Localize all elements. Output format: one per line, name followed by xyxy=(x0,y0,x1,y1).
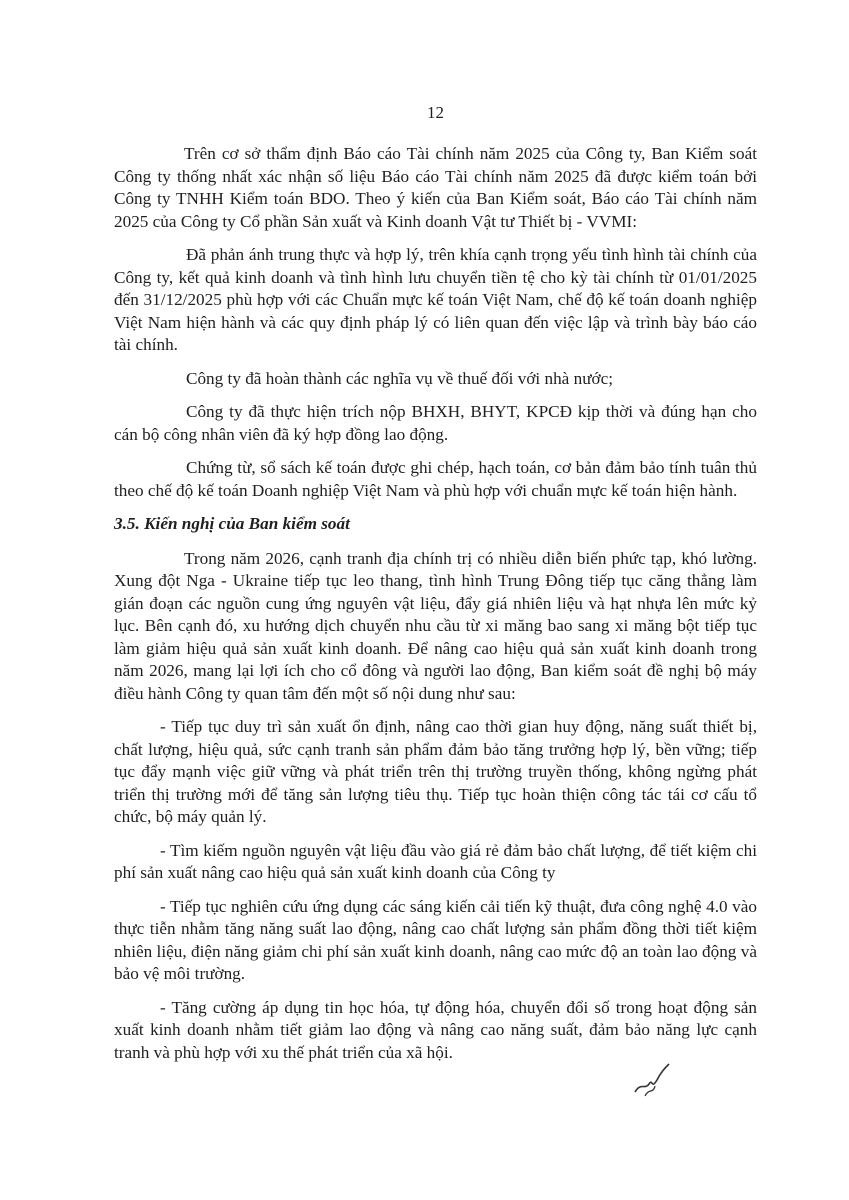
paragraph-insurance-contributions: Công ty đã thực hiện trích nộp BHXH, BHYT, KPCĐ kịp thời và đúng hạn cho cán bộ công nhân viên đã ký hợp đồng lao động. xyxy=(114,402,757,444)
initials-signature-icon xyxy=(631,1060,671,1100)
paragraph-context-2026: Trong năm 2026, cạnh tranh địa chính trị có nhiều diễn biến phức tạp, khó lường. Xung đột Nga - Ukraine tiếp tục leo thang, tình hình Trung Đông tiếp tục căng thẳng làm gián đoạn các nguồn cung ứng nguyên vật liệu, đẩy giá nhiên liệu và hạt nhựa lên mức kỷ lục. Bên cạnh đó, xu hướng dịch chuyển nhu cầu từ xi măng bao sang xi măng bột tiếp tục làm giảm hiệu quả sản xuất kinh doanh. Để nâng cao hiệu quả sản xuất kinh doanh trong năm 2026, mang lại lợi ích cho cổ đông và người lao động, Ban kiểm soát đề nghị bộ máy điều hành Công ty quan tâm đến một số nội dung như sau: xyxy=(114,548,757,703)
paragraph-fair-presentation: Đã phản ánh trung thực và hợp lý, trên khía cạnh trọng yếu tình hình tài chính của Công ty, kết quả kinh doanh và tình hình lưu chuyển tiền tệ cho kỳ tài chính từ 01/01/2025 đến 31/12/2025 phù hợp với các Chuẩn mực kế toán Việt Nam, chế độ kế toán doanh nghiệp Việt Nam hiện hành và các quy định pháp lý có liên quan đến việc lập và trình bày báo cáo tài chính. xyxy=(114,245,757,354)
paragraph-accounting-records: Chứng từ, sổ sách kế toán được ghi chép, hạch toán, cơ bản đảm bảo tính tuân thủ theo chế độ kế toán Doanh nghiệp Việt Nam và phù hợp với chuẩn mực kế toán hiện hành. xyxy=(114,458,757,500)
recommendation-item: - Tăng cường áp dụng tin học hóa, tự động hóa, chuyển đổi số trong hoạt động sản xuất kinh doanh nhằm tiết giảm lao động và nâng cao năng suất, đảm bảo năng lực cạnh tranh và phù hợp với xu thế phát triển của xã hội. xyxy=(114,997,757,1062)
section-heading: 3.5. Kiến nghị của Ban kiểm soát xyxy=(114,514,350,533)
recommendation-item: - Tiếp tục duy trì sản xuất ổn định, nâng cao thời gian huy động, năng suất thiết bị, chất lượng, hiệu quả, sức cạnh tranh sản phẩm đảm bảo tăng trưởng hợp lý, bền vững; tiếp tục đẩy mạnh việc giữ vững và phát triển trên thị trường truyền thống, không ngừng phát triển thị trường mới để tăng sản lượng tiêu thụ. Tiếp tục hoàn thiện công tác tái cơ cấu tổ chức, bộ máy quản lý. xyxy=(114,717,757,826)
page-number: 12 xyxy=(427,103,444,122)
recommendation-item: - Tiếp tục nghiên cứu ứng dụng các sáng kiến cải tiến kỹ thuật, đưa công nghệ 4.0 vào thực tiễn nhằm tăng năng suất lao động, nâng cao chất lượng sản phẩm đồng thời tiết kiệm nhiên liệu, điện năng giảm chi phí sản xuất kinh doanh, nâng cao mức độ an toàn lao động và bảo vệ môi trường. xyxy=(114,896,757,983)
paragraph-audit-basis: Trên cơ sở thẩm định Báo cáo Tài chính năm 2025 của Công ty, Ban Kiểm soát Công ty thống nhất xác nhận số liệu Báo cáo Tài chính năm 2025 đã được kiểm toán bởi Công ty TNHH Kiểm toán BDO. Theo ý kiến của Ban Kiểm soát, Báo cáo Tài chính năm 2025 của Công ty Cổ phần Sản xuất và Kinh doanh Vật tư Thiết bị - VVMI: xyxy=(114,144,757,231)
recommendation-item: - Tìm kiếm nguồn nguyên vật liệu đầu vào giá rẻ đảm bảo chất lượng, để tiết kiệm chi phí sản xuất nâng cao hiệu quả sản xuất kinh doanh của Công ty xyxy=(114,840,757,882)
paragraph-tax-obligations: Công ty đã hoàn thành các nghĩa vụ về thuế đối với nhà nước; xyxy=(186,368,614,388)
